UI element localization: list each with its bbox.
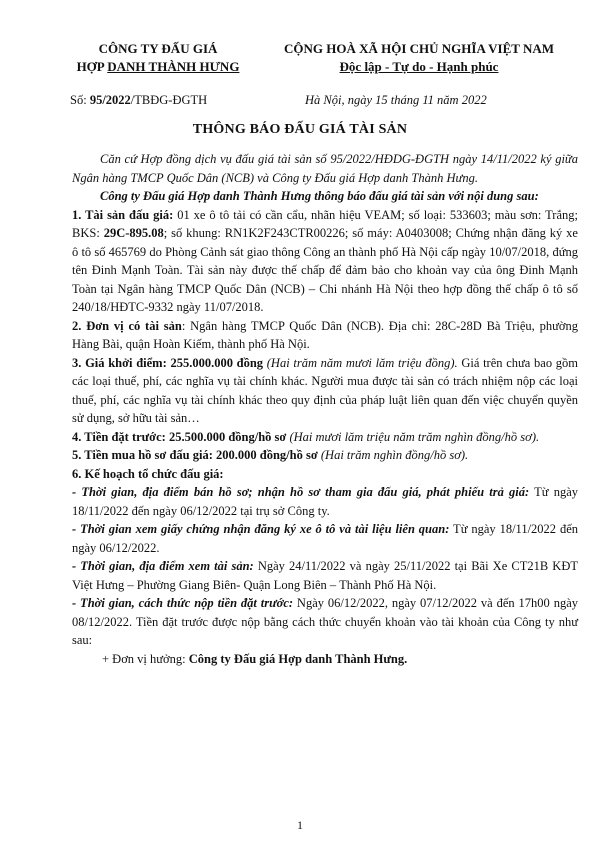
- plan-item: [72, 483, 578, 520]
- section-4-words: (Hai mươi lăm triệu năm trăm nghìn đồng/hồ sơ).: [286, 429, 540, 444]
- national-header: [264, 40, 574, 76]
- number-label: Số:: [70, 93, 90, 107]
- company-name-line2-part2: DANH THÀNH HƯNG: [107, 59, 240, 74]
- plan-item: [72, 520, 578, 557]
- plan-item-text: Từ ngày 18/11/2022 đến ngày 06/12/2022.: [72, 522, 579, 555]
- plan-item: [72, 594, 578, 650]
- plan-item-label: - Thời gian, địa điểm xem tài sản:: [72, 559, 254, 573]
- company-name-line1: CÔNG TY ĐẤU GIÁ: [98, 41, 218, 56]
- document-body: [72, 150, 578, 668]
- beneficiary-value: Công ty Đấu giá Hợp danh Thành Hưng.: [188, 651, 408, 666]
- page-title: THÔNG BÁO ĐẤU GIÁ TÀI SẢN: [192, 122, 408, 137]
- document-date: Hà Nội, ngày 15 tháng 11 năm 2022: [305, 93, 487, 107]
- plan-item-label: - Thời gian xem giấy chứng nhận đăng ký xe ô tô và tài liệu liên quan:: [72, 522, 450, 536]
- national-motto-text: Độc lập - Tự do - Hạnh phúc: [339, 59, 499, 74]
- beneficiary-label: + Đơn vị hưởng:: [102, 651, 189, 666]
- company-header: [58, 40, 258, 76]
- section-5-label: 5. Tiền mua hồ sơ đấu giá: 200.000 đồng/hồ sơ: [72, 448, 318, 462]
- license-plate: 29C-895.08: [103, 226, 164, 240]
- section-1-text-b: ; số khung: RN1K2F243CTR00226; số máy: A0403008; Chứng nhận đăng ký xe ô tô số 465769 do Phòng Cảnh sát giao thông Công an thành phố Hà Nội cấp ngày 10/07/2018, đứng tên Đinh Mạnh Toàn. Tài sản này được thế chấp để đảm bảo cho khoản vay của ông Đinh Mạnh Toàn tại Ngân hàng TMCP Quốc Dân (NCB) – Chi nhánh Hà Nội theo hợp đồng thế chấp ô tô số 240/18/HĐTC-9332 ngày 11/07/2018.: [72, 226, 578, 314]
- section-4: [72, 428, 578, 447]
- lead-paragraph: Công ty Đấu giá Hợp danh Thành Hưng thông báo đấu giá tài sản với nội dung sau:: [100, 189, 539, 203]
- intro-paragraph: Căn cứ Hợp đồng dịch vụ đấu giá tài sản số 95/2022/HĐDG-ĐGTH ngày 14/11/2022 ký giữa Ngân hàng TMCP Quốc Dân (NCB) và Công ty Đấu giá Hợp danh Thành Hưng.: [72, 152, 578, 185]
- plan-item-label: - Thời gian, cách thức nộp tiền đặt trước:: [72, 596, 294, 610]
- section-3: [72, 354, 578, 428]
- company-name-line2-part1: HỢP: [76, 59, 108, 74]
- number-suffix: /TBĐG-ĐGTH: [130, 93, 208, 107]
- section-5-words: (Hai trăm nghìn đồng/hồ sơ).: [317, 448, 469, 462]
- company-name-line2: [58, 58, 258, 76]
- section-3-text: Giá trên chưa bao gồm các loại thuế, phí, các nghĩa vụ tài chính khác. Người mua được tài sản có trách nhiệm nộp các loại thuế, phí, các nghĩa vụ tài chính khác theo quy định của pháp luật liên quan đến việc chuyển quyền sử dụng, sở hữu tài sản…: [72, 355, 578, 425]
- section-3-words: (Hai trăm năm mươi lăm triệu đồng).: [263, 355, 458, 370]
- document-number: [70, 93, 207, 108]
- national-title: CỘNG HOÀ XÃ HỘI CHỦ NGHĨA VIỆT NAM: [283, 41, 555, 56]
- section-2-text: : Ngân hàng TMCP Quốc Dân (NCB). Địa chỉ: 28C-28D Bà Triệu, phường Hàng Bài, quận Hoàn Kiếm, thành phố Hà Nội.: [72, 318, 579, 351]
- section-5: [72, 446, 578, 465]
- plan-item-text: Từ ngày 18/11/2022 đến ngày 06/12/2022 tại trụ sở Công ty.: [72, 485, 578, 518]
- plan-item-text: Ngày 06/12/2022, ngày 07/12/2022 và đến 17h00 ngày 08/12/2022. Tiền đặt trước được nộp bằng cách thức chuyển khoản vào tài khoản của Công ty như sau:: [72, 596, 578, 647]
- section-6-label: 6. Kế hoạch tổ chức đấu giá:: [72, 466, 224, 481]
- plan-item: [72, 557, 578, 594]
- page-number: 1: [297, 818, 303, 832]
- plan-item-text: Ngày 24/11/2022 và ngày 25/11/2022 tại Bãi Xe CT21B KĐT Việt Hưng – Phường Giang Biên- Quận Long Biên – Thành Phố Hà Nội.: [72, 559, 578, 592]
- section-2-label: 2. Đơn vị có tài sản: [72, 318, 182, 333]
- section-2: [72, 317, 578, 354]
- section-1: [72, 206, 578, 317]
- number-value: 95/2022: [89, 93, 131, 107]
- section-1-text-a: 01 xe ô tô tải có cần cẩu, nhãn hiệu VEAM; số loại: 533603; màu sơn: Trắng; BKS:: [72, 207, 578, 240]
- section-4-label: 4. Tiền đặt trước: 25.500.000 đồng/hồ sơ: [72, 429, 287, 444]
- section-3-label: 3. Giá khởi điểm: 255.000.000 đồng: [72, 355, 264, 370]
- section-1-label: 1. Tài sản đấu giá:: [72, 207, 174, 222]
- national-motto: [264, 58, 574, 76]
- plan-item-label: - Thời gian, địa điểm bán hồ sơ; nhận hồ sơ tham gia đấu giá, phát phiếu trả giá:: [72, 485, 530, 499]
- beneficiary-line: [72, 650, 578, 669]
